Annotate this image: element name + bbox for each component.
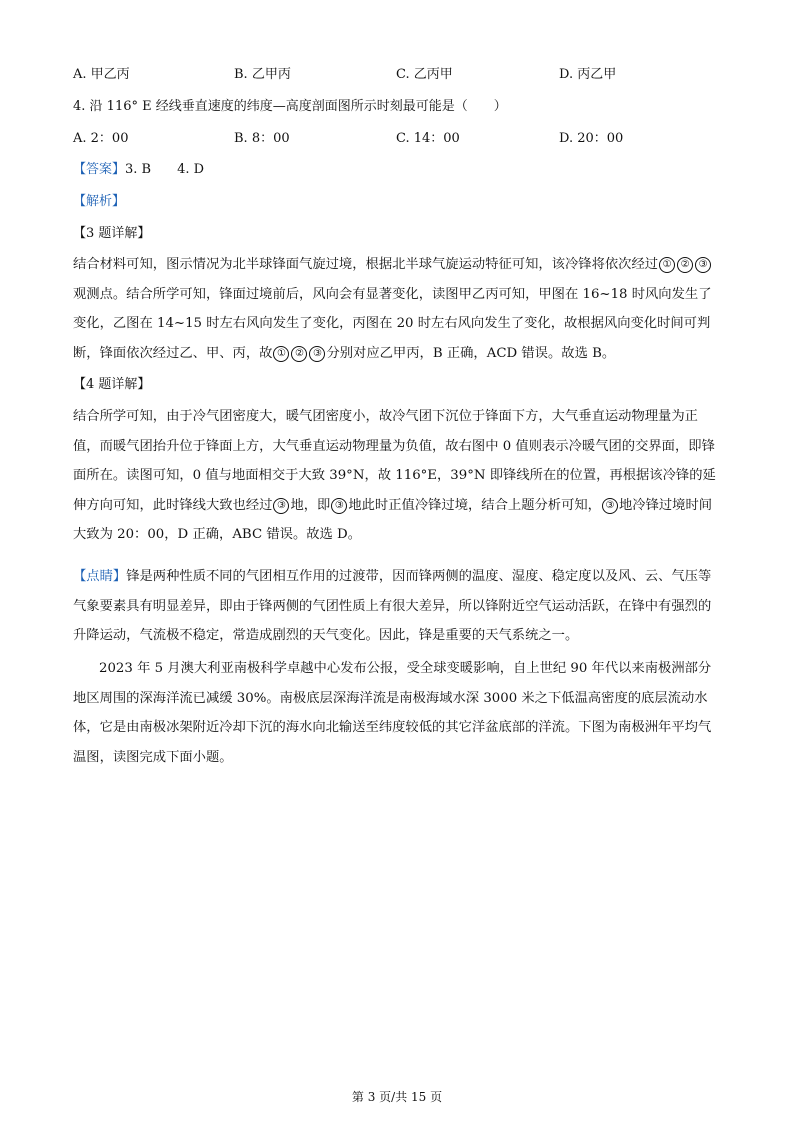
circle-marker-3e: ③ [602,498,618,514]
material-paragraph: 2023 年 5 月澳大利亚南极科学卓越中心发布公报，受全球变暖影响，自上世纪 90 年代以来南极洲部分地区周围的深海洋流已减缓 30%。南极底层深海洋流是南极海域水深 3000 米之下低温高密度的底层流动水体，它是由南极冰架附近冷却下沉的海水向北输送至纬度较低的其它洋盆底部的洋流。下图为南极洲年平均气温图，读图完成下面小题。 [73,661,712,765]
tip-tag: 【点睛】 [73,569,127,584]
q3-option-a: A. 甲乙丙 [73,67,130,82]
circle-marker-3d: ③ [331,498,347,514]
q3-option-d: D. 丙乙甲 [559,67,617,82]
q3-text-1: 结合材料可知，图示情况为北半球锋面气旋过境，根据北半球气旋运动特征可知，该冷锋将依次经过 [73,257,659,272]
q4-detail-paragraph [73,402,723,550]
q4-text-4: 地冷锋过境时间大致为 20：00，D 正确，ABC 错误。故选 D。 [73,497,713,542]
circle-marker-2: ② [677,257,693,273]
circle-marker-3c: ③ [273,498,289,514]
circle-marker-3b: ③ [309,346,325,362]
q4-stem: 4. 沿 116° E 经线垂直速度的纬度—高度剖面图所示时刻最可能是（ ） [73,99,507,114]
q3-detail-paragraph [73,250,723,368]
answer-text: 3. B 4. D [125,162,205,177]
circle-marker-1b: ① [273,346,289,362]
q3-option-c: C. 乙丙甲 [396,67,453,82]
q3-option-b: B. 乙甲丙 [234,67,291,82]
tip-text: 锋是两种性质不同的气团相互作用的过渡带，因而锋两侧的温度、湿度、稳定度以及风、云、气压等气象要素具有明显差异，即由于锋两侧的气团性质上有很大差异，所以锋附近空气运动活跃，在锋中有强烈的升降运动，气流极不稳定，常造成剧烈的天气变化。因此，锋是重要的天气系统之一。 [73,569,712,643]
q4-option-a: A. 2：00 [73,131,129,146]
q3-text-2: 观测点。结合所学可知，锋面过境前后，风向会有显著变化，读图甲乙丙可知，甲图在 16~18 时风向发生了变化，乙图在 14~15 时左右风向发生了变化，丙图在 20 时左右风向发生了变化，故根据风向变化时间可判断，锋面依次经过乙、甲、丙，故 [73,286,712,361]
circle-marker-2b: ② [291,346,307,362]
q4-option-c: C. 14：00 [396,131,460,146]
circle-marker-1: ① [659,257,675,273]
q4-text-1: 结合所学可知，由于冷气团密度大，暖气团密度小，故冷气团下沉位于锋面下方，大气垂直运动物理量为正值，而暖气团抬升位于锋面上方，大气垂直运动物理量为负值，故右图中 0 值则表示冷暖气团的交界面，即锋面所在。读图可知，0 值与地面相交于大致 39°N，故 116°E，39°N 即锋线所在的位置，再根据该冷锋的延伸方向可知，此时锋线大致也经过 [73,409,716,513]
q4-text-3: 地此时正值冷锋过境，结合上题分析可知， [348,497,601,513]
q4-detail-tag: 【4 题详解】 [73,377,151,392]
q3-detail-tag: 【3 题详解】 [73,226,151,241]
q4-text-2: 地，即 [290,497,331,513]
page-footer: 第 3 页/共 15 页 [351,1090,443,1104]
q4-option-b: B. 8：00 [234,131,290,146]
answer-line [73,161,204,179]
tip-paragraph [73,562,723,651]
circle-marker-3: ③ [695,257,711,273]
q3-text-3: 分别对应乙甲丙，B 正确，ACD 错误。故选 B。 [326,345,616,361]
q4-option-d: D. 20：00 [559,131,624,146]
answer-tag: 【答案】 [73,162,126,177]
analysis-tag: 【解析】 [73,194,126,209]
